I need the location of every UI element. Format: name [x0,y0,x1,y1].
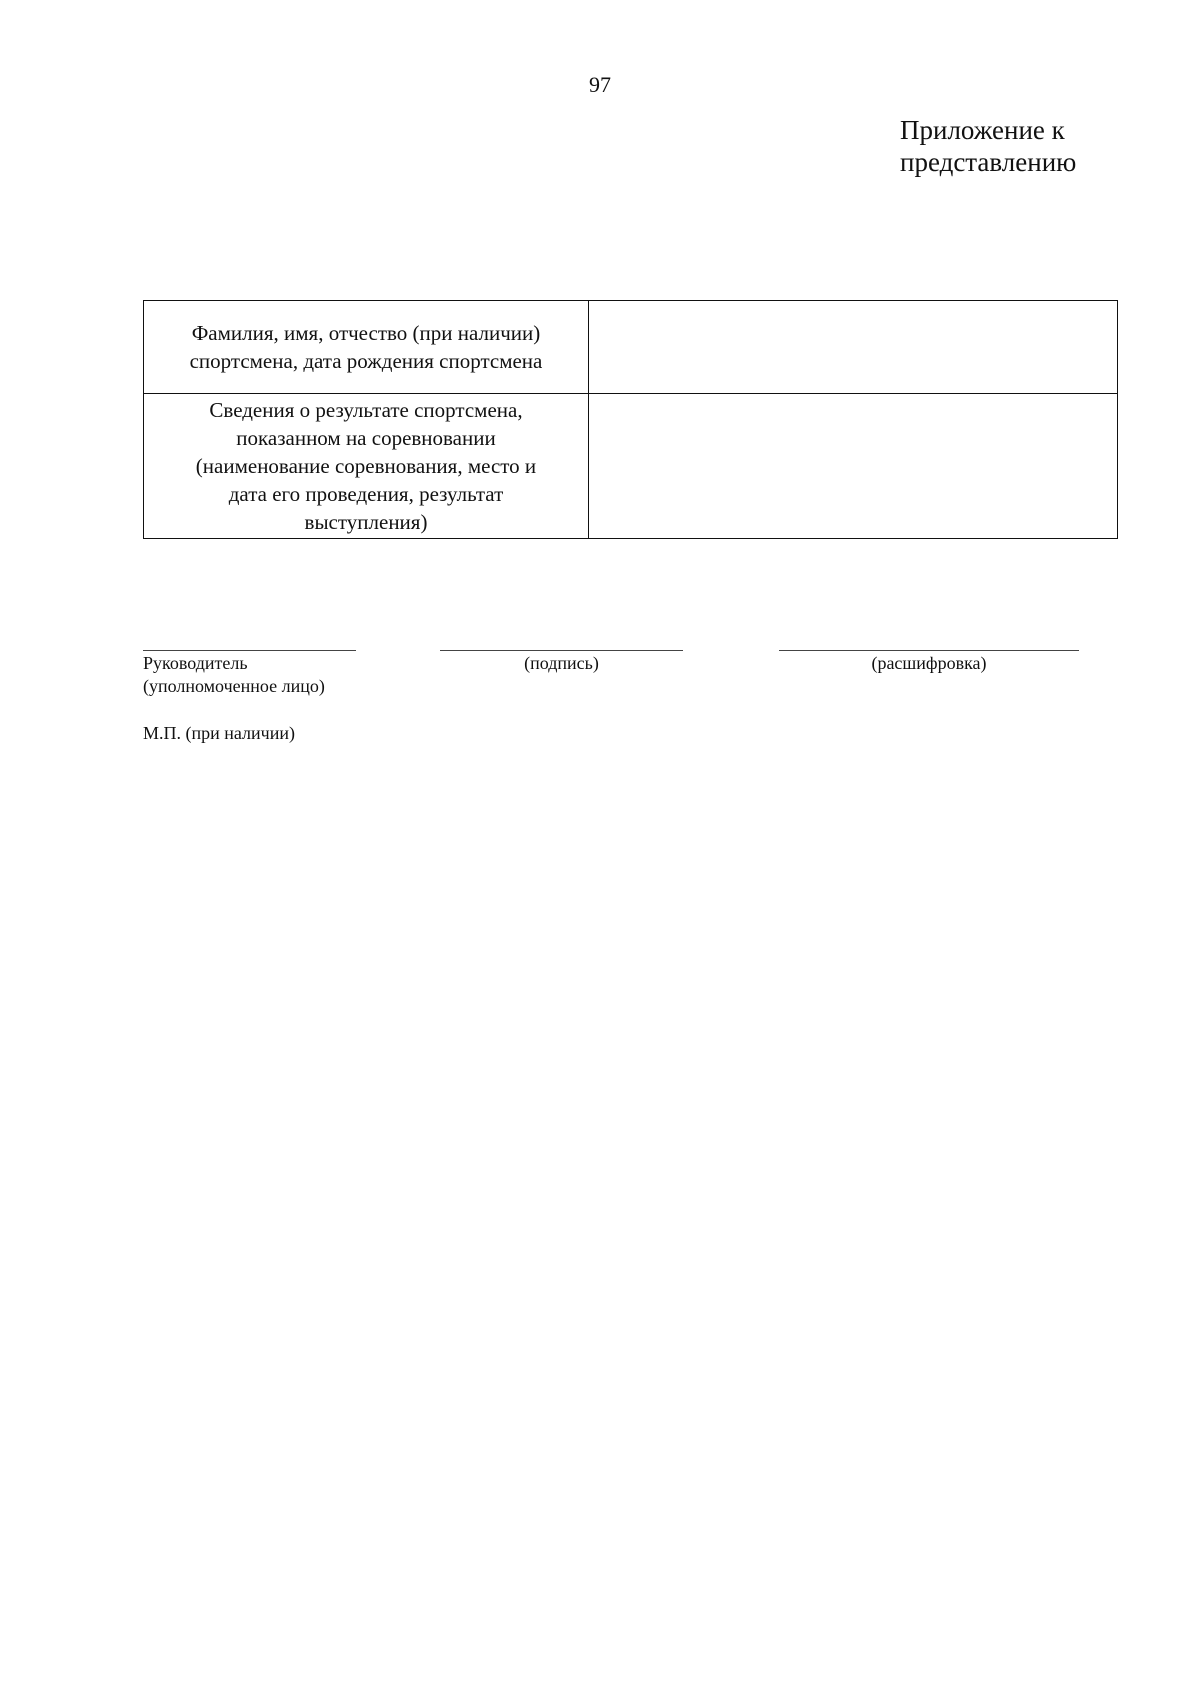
athlete-name-label-cell [144,301,589,394]
athlete-name-label-line-1: Фамилия, имя, отчество (при наличии) [191,321,541,345]
competition-result-label-line-4: дата его проведения, результат [228,482,504,506]
signature-line [440,650,683,651]
competition-result-label-line-1: Сведения о результате спортсмена, [209,398,523,422]
competition-result-label-line-5: выступления) [304,510,428,534]
competition-result-label-line-3: (наименование соревнования, место и [195,454,537,478]
competition-result-label-cell [144,394,589,539]
athlete-name-value-cell[interactable] [589,301,1118,394]
head-caption [143,652,403,698]
appendix-title [900,114,1160,178]
page-number: 97 [589,72,611,97]
table-row [144,394,1118,539]
athlete-name-label-line-2: спортсмена, дата рождения спортсмена [189,349,543,373]
stamp-note: М.П. (при наличии) [143,723,295,743]
head-signature-line [143,650,356,651]
appendix-title-line-2: представлению [900,147,1077,177]
appendix-title-line-1: Приложение к [900,115,1065,145]
head-caption-line-1: Руководитель [143,653,248,673]
table-row [144,301,1118,394]
decoding-caption: (расшифровка) [871,653,987,673]
competition-result-label-line-2: показанном на соревновании [236,426,496,450]
competition-result-value-cell[interactable] [589,394,1118,539]
athlete-form-table [143,300,1118,539]
signature-caption: (подпись) [524,653,599,673]
decoding-line [779,650,1079,651]
head-caption-line-2: (уполномоченное лицо) [143,676,325,696]
